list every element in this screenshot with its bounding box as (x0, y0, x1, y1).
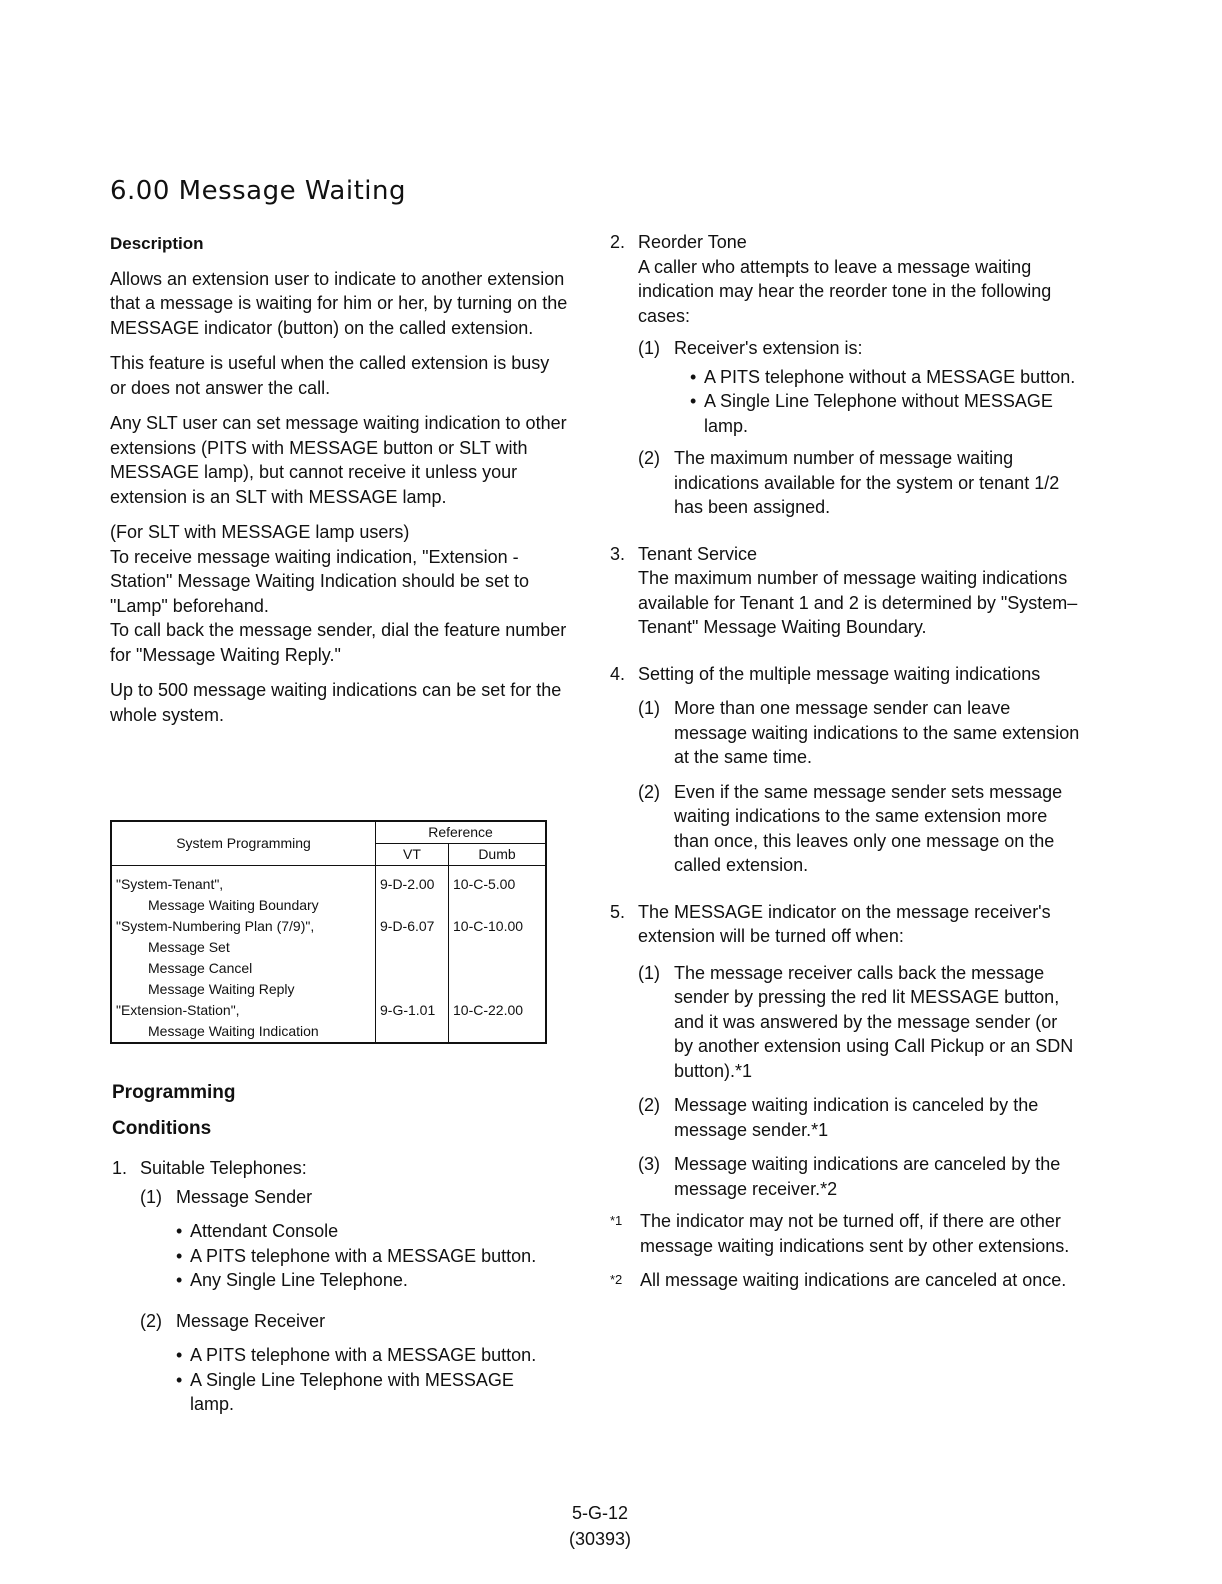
sub-number: (2) (140, 1310, 162, 1331)
description-paragraph: Up to 500 message waiting indications can be set for the whole system. (110, 680, 562, 725)
table-cell-system: Message Cancel (148, 960, 253, 976)
table-header-dumb: Dumb (449, 844, 547, 866)
description-heading: Description (110, 234, 204, 253)
list-item: • Any Single Line Telephone. (176, 1270, 408, 1290)
conditions-list (112, 1156, 552, 1423)
section-reorder-tone: 2. Reorder Tone A caller who attempts to leave a message waiting indication may hear the reorder tone in the following cases: (1) Receiver's extension is: • A PITS telephone without a MESSAGE button. • A Single Line Telephone without MESSAGE lamp. (2) The maximum number of message waiting indications available for the system or tenant 1/2 has been assigned. (610, 230, 1080, 520)
sub-number: (1) (140, 1186, 162, 1207)
page-number: 5-G-12 (571, 1503, 629, 1523)
table-cell-dumb: 10-C-5.00 (453, 876, 516, 892)
footnote: *1 The indicator may not be turned off, if there are other message waiting indications sent by other extensions. (610, 1211, 1070, 1256)
programming-heading: Programming (112, 1082, 236, 1103)
description-paragraph: Allows an extension user to indicate to another extension that a message is waiting for him or her, by turning on the MESSAGE indicator (button) on the called extension. (110, 268, 568, 338)
reference-table (110, 820, 547, 1044)
section-text: A caller who attempts to leave a message waiting indication may hear the reorder tone in the following cases: (638, 256, 1052, 326)
section-title: The MESSAGE indicator on the message receiver's extension will be turned off when: (638, 901, 1051, 946)
table-cell-system: Message Set (148, 939, 230, 955)
table-row (111, 866, 546, 1044)
item-number: 1. (112, 1158, 128, 1178)
section-multiple-indications: 4. Setting of the multiple message waiting indications (1) More than one message sender can leave message waiting indications to the same extension at the same time. (2) Even if the same message sender sets message waiting indications to the same extension more than once, this leaves only one message on the called extension. (610, 663, 1080, 875)
description-paragraph: Any SLT user can set message waiting indication to other extensions (PITS with MESSAGE button or SLT with MESSAGE lamp), but cannot receive it unless your extension is an SLT with MESSAGE lamp. (110, 413, 567, 507)
table-cell-system: "System-Tenant", (116, 876, 224, 892)
table-cell-vt: 9-D-2.00 (380, 876, 435, 892)
item-title: Suitable Telephones: (140, 1158, 307, 1178)
right-column (610, 230, 1080, 1293)
description-paragraph: To call back the message sender, dial the feature number for "Message Waiting Reply." (110, 620, 567, 665)
document-code: (30393) (568, 1529, 632, 1549)
table-cell-vt: 9-G-1.01 (380, 1002, 436, 1018)
list-item: • A PITS telephone with a MESSAGE button. (176, 1345, 537, 1365)
description-paragraph: To receive message waiting indication, "Extension - Station" Message Waiting Indication should be set to "Lamp" beforehand. (110, 546, 529, 616)
list-item: • Attendant Console (176, 1221, 339, 1241)
list-item: • A Single Line Telephone without MESSAGE lamp. (690, 391, 1053, 436)
table-cell-system: "System-Numbering Plan (7/9)", (116, 918, 315, 934)
section-text: The maximum number of message waiting indications available for Tenant 1 and 2 is determined by "System–Tenant" Message Waiting Boundary. (638, 568, 1078, 637)
sub-title: Message Receiver (176, 1310, 326, 1331)
table-header-vt: VT (376, 844, 449, 866)
page-footer (560, 1500, 640, 1552)
table-cell-system: Message Waiting Boundary (148, 897, 319, 913)
list-item: • A Single Line Telephone with MESSAGE lamp. (176, 1369, 514, 1414)
page-title: 6.00 Message Waiting (110, 176, 406, 206)
section-title: Setting of the multiple message waiting indications (638, 663, 1041, 684)
conditions-heading: Conditions (112, 1118, 212, 1139)
description-paragraph: This feature is useful when the called extension is busy or does not answer the call. (110, 353, 550, 398)
table-cell-dumb: 10-C-10.00 (453, 918, 524, 934)
table-cell-system: Message Waiting Indication (148, 1023, 319, 1039)
sub-title: Message Sender (176, 1186, 313, 1207)
table-cell-dumb: 10-C-22.00 (453, 1002, 524, 1018)
table-header-reference: Reference (376, 821, 547, 844)
list-item: • A PITS telephone without a MESSAGE button. (690, 366, 1076, 387)
section-title: Tenant Service (638, 543, 758, 564)
description-paragraph: (For SLT with MESSAGE lamp users) (110, 522, 410, 542)
footnote: *2 All message waiting indications are canceled at once. (610, 1270, 1067, 1290)
table-cell-vt: 9-D-6.07 (380, 918, 435, 934)
table-cell-system: Message Waiting Reply (148, 981, 295, 997)
description-section (110, 232, 570, 738)
table-cell-system: "Extension-Station", (116, 1002, 240, 1018)
section-tenant-service: 3. Tenant Service The maximum number of message waiting indications available for Tenant 1 and 2 is determined by "System–Tenant" Message Waiting Boundary. (610, 542, 1080, 640)
list-item: • A PITS telephone with a MESSAGE button. (176, 1245, 537, 1266)
table-header-system: System Programming (111, 821, 376, 866)
section-indicator-off: 5. The MESSAGE indicator on the message receiver's extension will be turned off when: (1) The message receiver calls back the message sender by pressing the red lit MESSAGE button, and it was answered by the message sender (or by another extension using Call Pickup or an SDN button).*1 (2) Message waiting indication is canceled by the message sender.*1 (3) Message waiting indications are canceled by the message receiver.*2 (610, 900, 1080, 1202)
section-title: Reorder Tone (638, 232, 747, 252)
